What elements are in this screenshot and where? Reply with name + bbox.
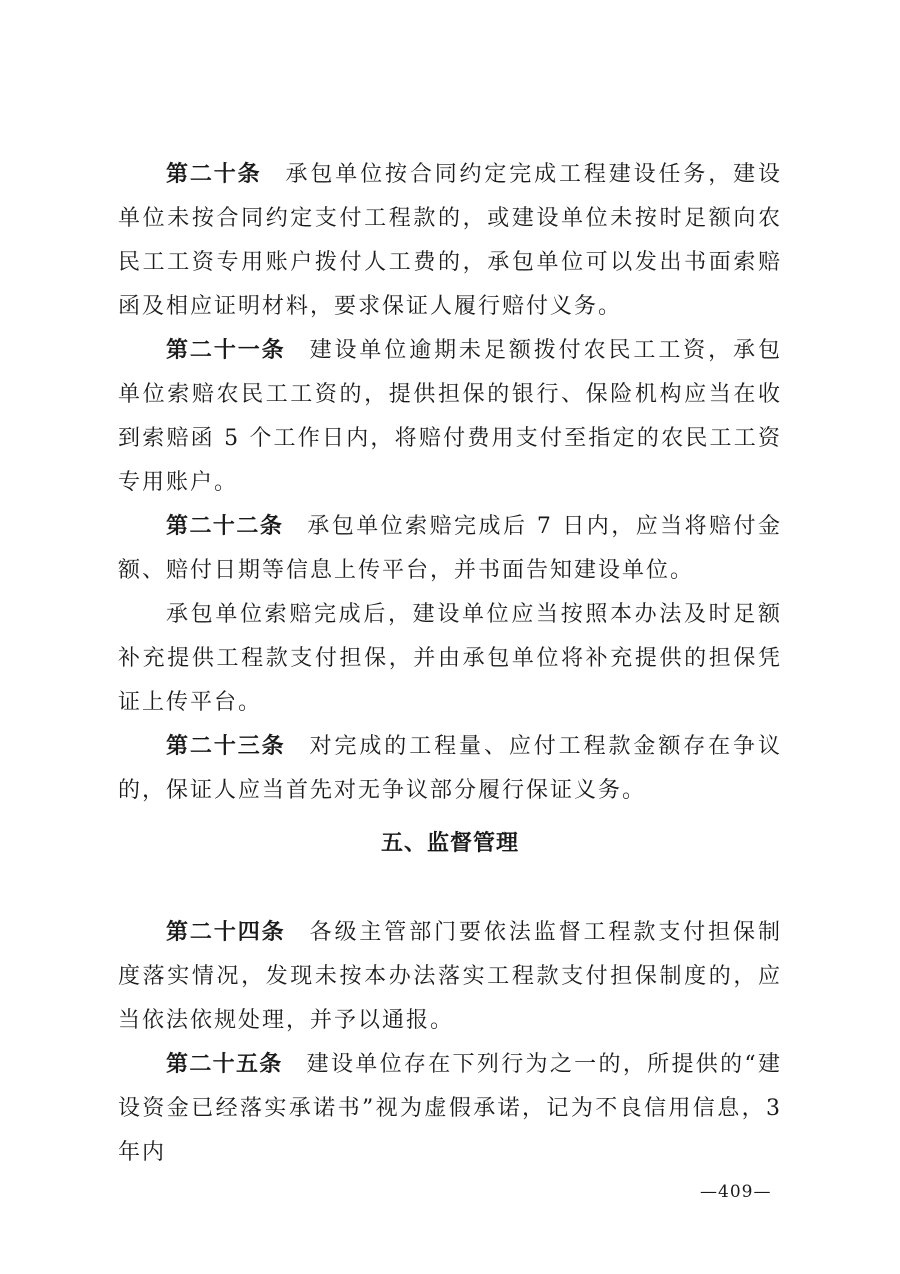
section-four-body <box>118 153 782 813</box>
article-text: 承包单位索赔完成后 7 日内，应当将赔付金额、赔付日期等信息上传平台，并书面告知建设单位。 <box>118 514 782 583</box>
article-number: 第二十条 <box>166 162 262 187</box>
article-number: 第二十二条 <box>166 514 284 539</box>
article-24 <box>118 911 782 1043</box>
article-text: 承包单位按合同约定完成工程建设任务，建设单位未按合同约定支付工程款的，或建设单位未按时足额向农民工工资专用账户拨付人工费的，承包单位可以发出书面索赔函及相应证明材料，要求保证人履行赔付义务。 <box>118 162 782 319</box>
article-23 <box>118 725 782 813</box>
section-heading: 五、监督管理 <box>380 831 519 856</box>
paragraph-text: 承包单位索赔完成后，建设单位应当按照本办法及时足额补充提供工程款支付担保，并由承包单位将补充提供的担保凭证上传平台。 <box>118 602 782 715</box>
article-number: 第二十三条 <box>166 734 286 759</box>
article-20 <box>118 153 782 329</box>
page-number: —409— <box>700 1182 772 1202</box>
article-text: 建设单位存在下列行为之一的，所提供的“建设资金已经落实承诺书”视为虚假承诺，记为不良信用信息，3 年内 <box>118 1052 782 1165</box>
article-number: 第二十一条 <box>166 338 286 363</box>
article-text: 建设单位逾期未足额拨付农民工工资，承包单位索赔农民工工资的，提供担保的银行、保险机构应当在收到索赔函 5 个工作日内，将赔付费用支付至指定的农民工工资专用账户。 <box>118 338 782 495</box>
section-five-body <box>118 911 782 1175</box>
article-21 <box>118 329 782 505</box>
article-text: 各级主管部门要依法监督工程款支付担保制度落实情况，发现未按本办法落实工程款支付担保制度的，应当依法依规处理，并予以通报。 <box>118 920 782 1033</box>
article-22-continuation <box>118 593 782 725</box>
article-22 <box>118 505 782 593</box>
article-25 <box>118 1043 782 1175</box>
article-number: 第二十五条 <box>166 1052 283 1077</box>
article-number: 第二十四条 <box>166 920 286 945</box>
article-text: 对完成的工程量、应付工程款金额存在争议的，保证人应当首先对无争议部分履行保证义务。 <box>118 734 782 803</box>
